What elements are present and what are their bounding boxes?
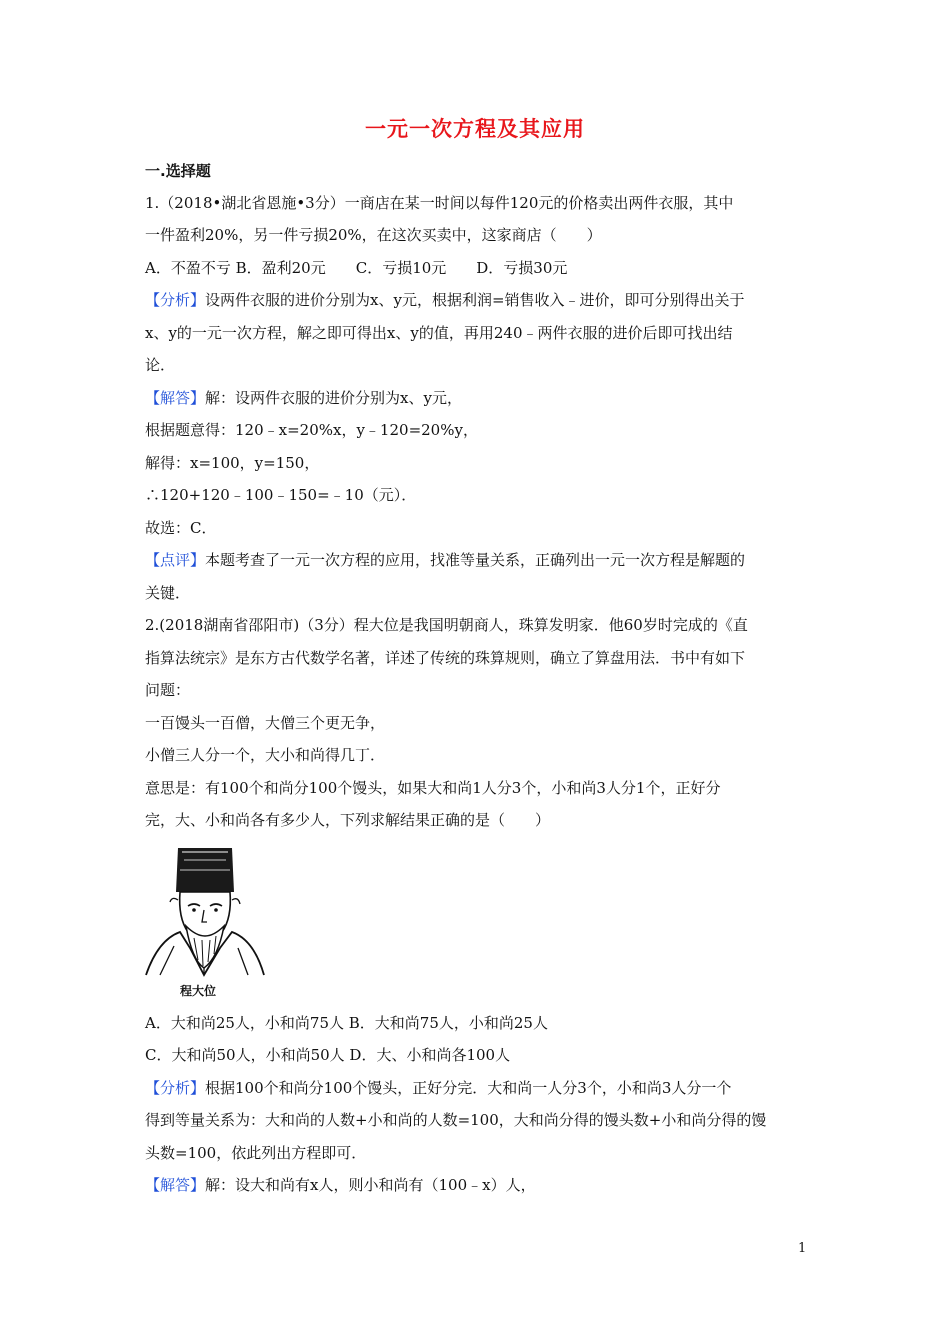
q2-poem-line-2: 小僧三人分一个，大小和尚得几丁． — [145, 746, 386, 764]
q2-analysis-line-3: 头数=100，依此列出方程即可． — [145, 1144, 367, 1162]
section-heading: 一.选择题 — [145, 162, 211, 180]
q2-solution-line-1 — [145, 1175, 536, 1195]
page-title: 一元一次方程及其应用 — [365, 117, 585, 141]
q1-solution-line-2: 根据题意得：120﹣x=20%x，y﹣120=20%y， — [145, 421, 478, 439]
q2-options-line-1: A．大和尚25人，小和尚75人 B．大和尚75人，小和尚25人 — [145, 1014, 548, 1032]
portrait-caption: 程大位 — [180, 984, 217, 998]
q1-analysis-line-2: x、y的一元一次方程，解之即可得出x、y的值，再用240﹣两件衣服的进价后即可找出结 — [145, 324, 733, 342]
q1-comment-text-1: 本题考查了一元一次方程的应用，找准等量关系，正确列出一元一次方程是解题的 — [205, 551, 746, 569]
q1-analysis-line-1 — [145, 290, 745, 310]
q2-stem-line-1: 2.(2018湖南省邵阳市)（3分）程大位是我国明朝商人，珠算发明家．他60岁时完成的《直 — [145, 616, 748, 634]
q1-solution-line-3: 解得：x=100，y=150， — [145, 454, 320, 472]
q2-options-line-2: C．大和尚50人，小和尚50人 D．大、小和尚各100人 — [145, 1046, 511, 1064]
page-number: 1 — [798, 1241, 807, 1256]
portrait-image — [140, 840, 270, 1005]
q1-analysis-line-3: 论． — [145, 356, 176, 374]
solution-tag: 【解答】 — [145, 1176, 206, 1194]
q2-poem-line-1: 一百馒头一百僧，大僧三个更无争， — [145, 714, 386, 732]
q1-solution-line-1 — [145, 388, 462, 408]
q2-analysis-line-2: 得到等量关系为：大和尚的人数+小和尚的人数=100，大和尚分得的馒头数+小和尚分得的馒 — [145, 1111, 767, 1129]
q1-options: A．不盈不亏 B．盈利20元 C．亏损10元 D．亏损30元 — [145, 259, 568, 277]
q2-solution-text-1: 解：设大和尚有x人，则小和尚有（100﹣x）人， — [205, 1176, 536, 1194]
q1-solution-text-1: 解：设两件衣服的进价分别为x、y元， — [205, 389, 462, 407]
q1-stem-line-1: 1.（2018•湖北省恩施•3分）一商店在某一时间以每件120元的价格卖出两件衣服，其中 — [145, 194, 734, 212]
q1-solution-line-5: 故选：C． — [145, 519, 217, 537]
q2-analysis-text-1: 根据100个和尚分100个馒头，正好分完．大和尚一人分3个，小和尚3人分一个 — [205, 1079, 732, 1097]
analysis-tag: 【分析】 — [145, 291, 206, 309]
comment-tag: 【点评】 — [145, 551, 206, 569]
analysis-tag: 【分析】 — [145, 1079, 206, 1097]
q1-stem-line-2: 一件盈利20%，另一件亏损20%，在这次买卖中，这家商店（ ） — [145, 226, 602, 244]
q2-analysis-line-1 — [145, 1078, 731, 1098]
q1-comment-line-2: 关键． — [145, 584, 191, 602]
q2-stem-line-2: 指算法统宗》是东方古代数学名著，详述了传统的珠算规则，确立了算盘用法．书中有如下 — [145, 649, 746, 667]
q2-stem-line-3: 问题： — [145, 681, 191, 699]
q2-meaning-line-2: 完，大、小和尚各有多少人，下列求解结果正确的是（ ） — [145, 811, 551, 829]
q1-analysis-text-1: 设两件衣服的进价分别为x、y元，根据利润=销售收入﹣进价，即可分别得出关于 — [205, 291, 745, 309]
q2-meaning-line-1: 意思是：有100个和尚分100个馒头，如果大和尚1人分3个，小和尚3人分1个，正好分 — [145, 779, 721, 797]
solution-tag: 【解答】 — [145, 389, 206, 407]
q1-comment-line-1 — [145, 550, 745, 570]
q1-solution-line-4: ∴120+120﹣100﹣150=﹣10（元）． — [145, 486, 417, 504]
